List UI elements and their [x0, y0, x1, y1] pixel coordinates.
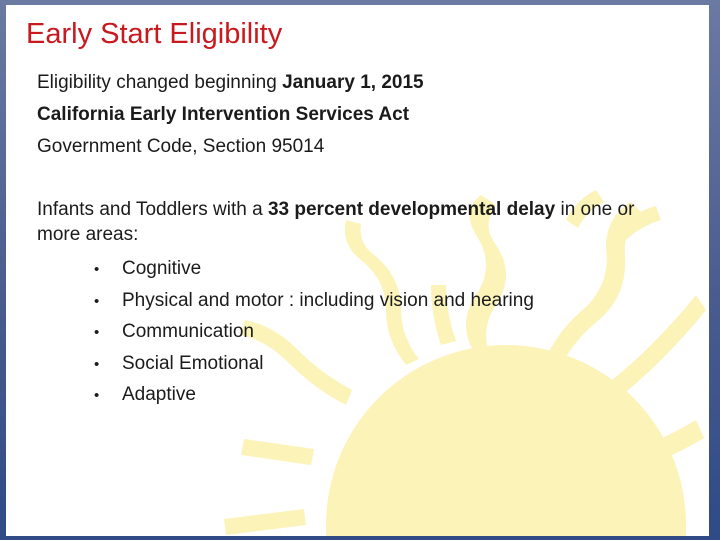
list-item [94, 379, 534, 411]
bullet-icon: • [94, 292, 100, 310]
bullet-icon: • [94, 324, 100, 341]
list-item-text: Communication [122, 321, 254, 342]
list-item-text: Social Emotional [122, 352, 264, 374]
sun-ray [224, 509, 306, 535]
intro-line-eligibility [37, 67, 687, 99]
bullet-icon: • [94, 355, 100, 373]
eligibility-paragraph [37, 197, 677, 247]
slide-title: Early Start Eligibility [26, 18, 283, 50]
list-item-text: Cognitive [122, 258, 202, 279]
intro-block [37, 67, 687, 163]
areas-list [94, 253, 534, 411]
list-item [94, 348, 534, 380]
intro-line-eligibility-text: Eligibility changed beginning [37, 72, 283, 93]
paragraph-suffix: in one or more areas: [37, 199, 635, 245]
slide-panel [6, 5, 709, 536]
sun-ray [241, 439, 314, 465]
list-item-text: Adaptive [122, 384, 196, 405]
sun-ray [606, 295, 706, 400]
intro-line-code: Government Code, Section 95014 [37, 136, 325, 157]
effective-date: January 1, 2015 [282, 72, 424, 93]
bullet-icon: • [94, 261, 100, 278]
list-item [94, 316, 534, 348]
list-item [94, 253, 534, 285]
intro-line-act: California Early Intervention Services Act [37, 104, 410, 125]
bullet-icon: • [94, 387, 100, 404]
list-item-text: Physical and motor : including vision and hearing [122, 289, 534, 311]
list-item [94, 285, 534, 317]
paragraph-prefix: Infants and Toddlers with a [37, 199, 268, 220]
paragraph-delay-highlight: 33 percent developmental delay [267, 199, 556, 220]
